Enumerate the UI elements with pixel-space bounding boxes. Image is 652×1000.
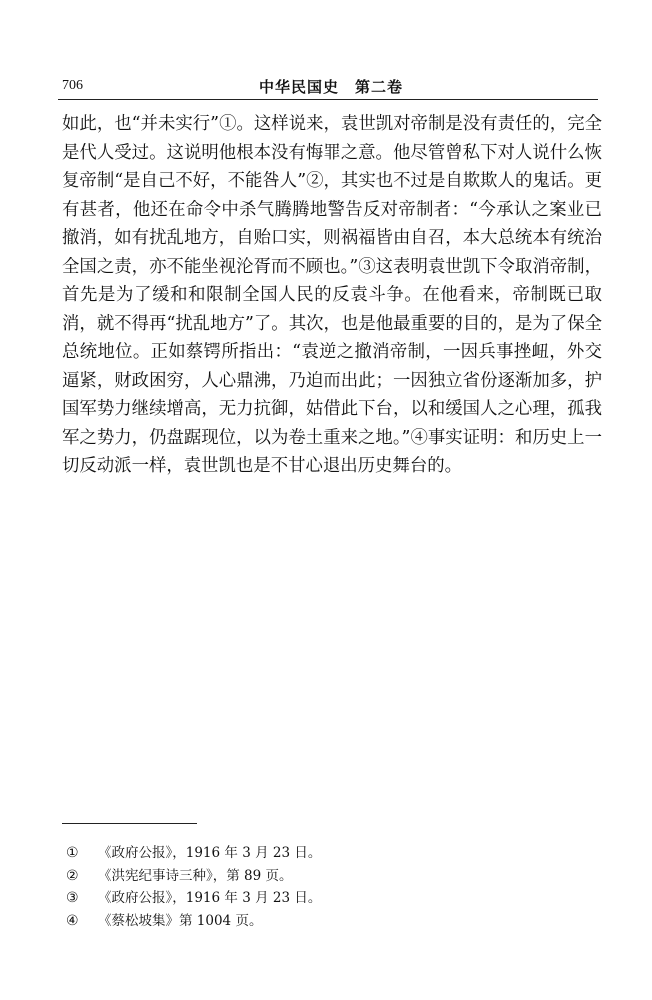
footnote-mark: ③: [66, 890, 79, 906]
footnote-4: [62, 910, 582, 933]
footnote-3: [62, 887, 582, 910]
page-number: 706: [62, 78, 83, 93]
footnote-2: [62, 865, 582, 888]
footnote-mark: ②: [66, 867, 79, 884]
running-title: 中华民国史 第二卷: [258, 78, 403, 96]
footnotes: [62, 842, 582, 932]
header-divider: [58, 99, 598, 100]
footnote-mark: ④: [66, 912, 79, 929]
footnote-mark: ①: [66, 845, 79, 861]
footnote-text: 《洪宪纪事诗三种》，第 89 页。: [98, 867, 293, 884]
body-paragraph: 如此，也“并未实行”①。这样说来，袁世凯对帝制是没有责任的，完全是代人受过。这说明他根本没有悔罪之意。他尽管曾私下对人说什么恢复帝制“是自己不好，不能咎人”②，其实也不过是自欺欺人的鬼话。更有甚者，他还在命令中杀气腾腾地警告反对帝制者：“今承认之案业已撤消，如有扰乱地方，自贻口实，则祸福皆由自召，本大总统本有统治全国之责，亦不能坐视沦胥而不顾也。”③这表明袁世凯下令取消帝制，首先是为了缓和和限制全国人民的反袁斗争。在他看来，帝制既已取消，就不得再“扰乱地方”了。其次，也是他最重要的目的，是为了保全总统地位。正如蔡锷所指出：“袁逆之撤消帝制，一因兵事挫衄，外交逼紧，财政困穷，人心鼎沸，乃迫而出此；一因独立省份逐渐加多，护国军势力继续增高，无力抗御，姑借此下台，以和缓国人之心理，孤我军之势力，仍盘踞现位，以为卷土重来之地。”④事实证明：和历史上一切反动派一样，袁世凯也是不甘心退出历史舞台的。: [62, 114, 602, 476]
footnote-text: 《政府公报》，1916 年 3 月 23 日。: [98, 845, 322, 861]
page-header: [62, 76, 600, 98]
footnote-divider: [62, 823, 197, 824]
footnote-text: 《蔡松坡集》第 1004 页。: [98, 912, 263, 929]
footnote-1: [62, 842, 582, 865]
footnote-text: 《政府公报》，1916 年 3 月 23 日。: [98, 890, 322, 906]
